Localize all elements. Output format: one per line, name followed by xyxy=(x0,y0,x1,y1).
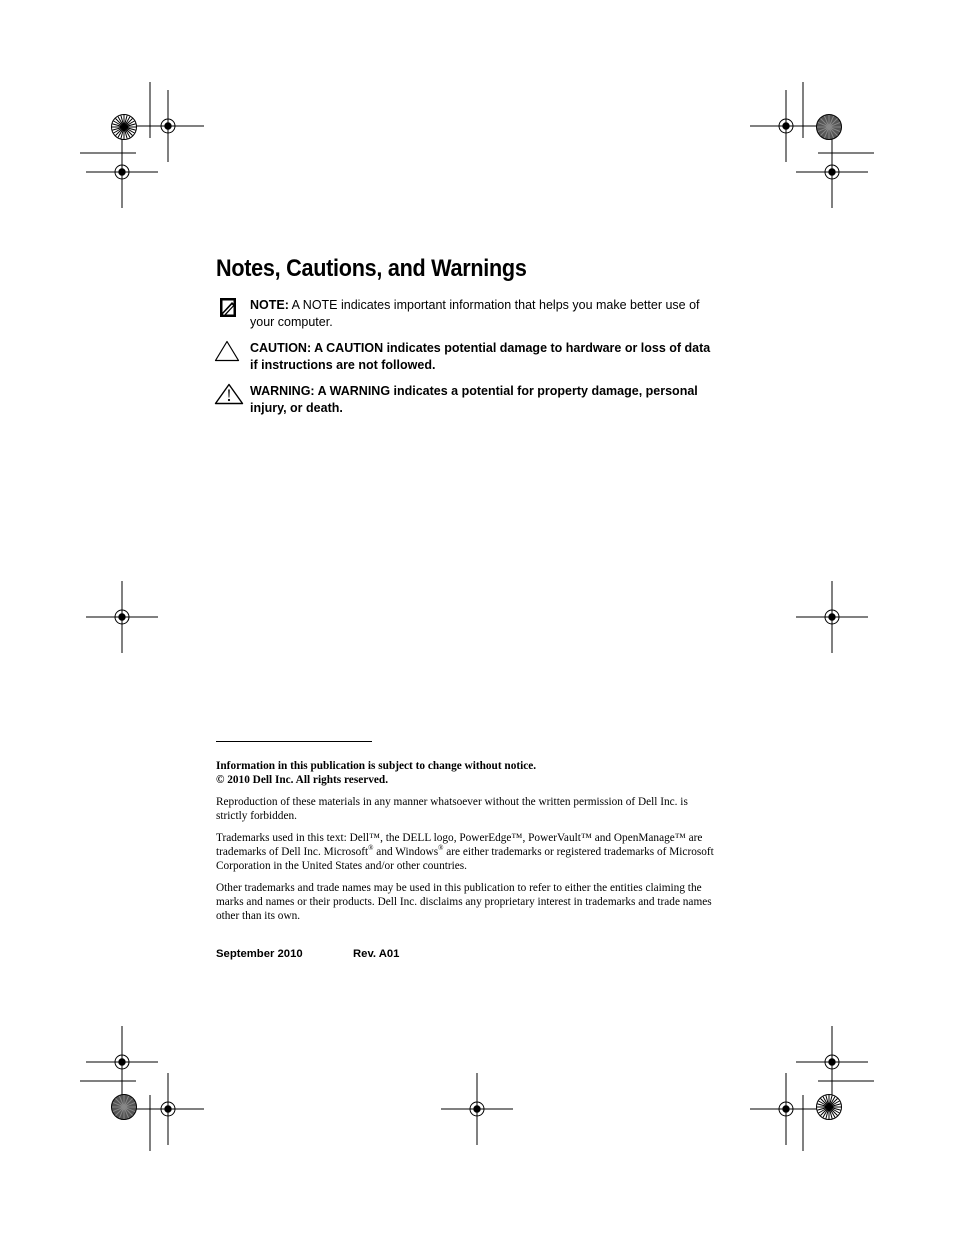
copyright-line: © 2010 Dell Inc. All rights reserved. xyxy=(216,774,389,786)
reproduction-paragraph: Reproduction of these materials in any manner whatsoever without the written permission of Dell Inc. is strictly forbidden. xyxy=(216,796,688,822)
note-text: A NOTE indicates important information that helps you make better use of your computer. xyxy=(250,298,700,329)
trademarks-paragraph xyxy=(216,831,716,873)
note-lead: NOTE: xyxy=(250,298,289,312)
caution-lead: CAUTION: xyxy=(250,341,312,355)
caution-text: A CAUTION indicates potential damage to hardware or loss of data if instructions are not followed. xyxy=(250,341,711,372)
publication-date: September 2010 xyxy=(216,948,303,960)
change-notice-line: Information in this publication is subject to change without notice. xyxy=(216,760,537,772)
warning-notice xyxy=(214,383,714,419)
page-title: Notes, Cautions, and Warnings xyxy=(216,255,527,282)
trademarks-text-3: are either trademarks or registered trademarks of Microsoft Corporation in the United States and/or other countries. xyxy=(216,846,714,872)
registered-mark: ® xyxy=(438,844,444,852)
revision-number: Rev. A01 xyxy=(353,948,400,960)
caution-triangle-icon xyxy=(214,340,240,362)
change-notice xyxy=(216,759,716,787)
registered-mark: ® xyxy=(368,844,374,852)
other-trademarks-paragraph: Other trademarks and trade names may be used in this publication to refer to either the entities claiming the marks and names or their products. Dell Inc. disclaims any proprietary interest in trademarks and trade names other than its own. xyxy=(216,882,712,922)
note-notice xyxy=(214,297,714,333)
warning-triangle-icon xyxy=(214,383,244,405)
warning-lead: WARNING: xyxy=(250,384,318,398)
warning-text: A WARNING indicates a potential for property damage, personal injury, or death. xyxy=(250,384,698,415)
pencil-note-icon xyxy=(214,297,238,319)
trademarks-text-1: Trademarks used in this text: Dell™, the DELL logo, PowerEdge™, PowerVault™ and OpenManage™ are trademarks of Dell Inc. Microsoft xyxy=(216,832,703,858)
footnote-rule xyxy=(216,741,372,742)
caution-notice xyxy=(214,340,714,376)
trademarks-text-2: and Windows xyxy=(373,846,439,858)
